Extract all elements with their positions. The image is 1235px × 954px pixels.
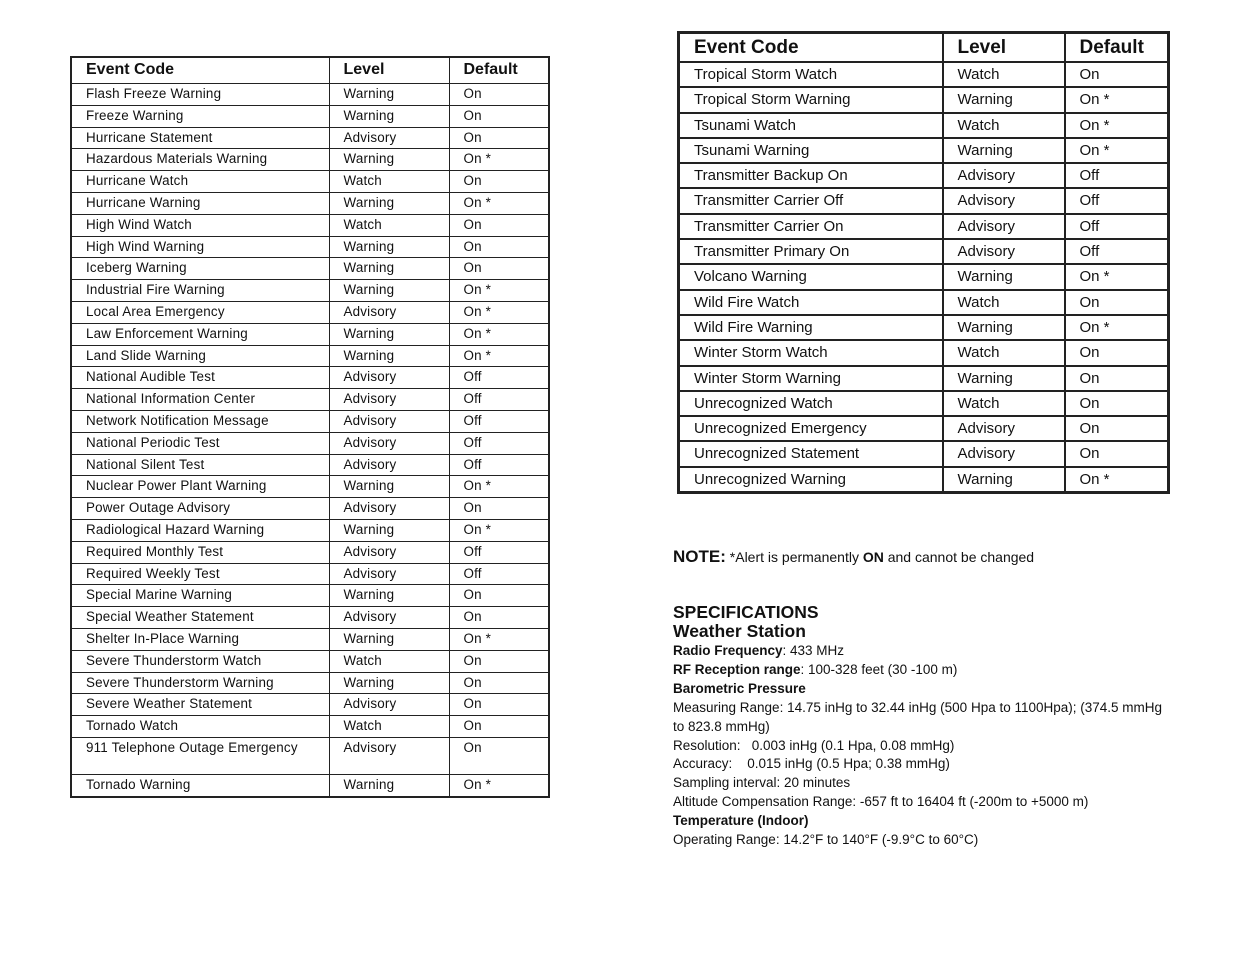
- level-cell: Warning: [943, 467, 1065, 493]
- table-row: [679, 467, 1169, 493]
- event-code-cell: Tornado Warning: [71, 774, 329, 796]
- table-row: [71, 280, 549, 302]
- accuracy: Accuracy: 0.015 inHg (0.5 Hpa; 0.38 mmHg): [673, 756, 950, 772]
- header-event-code: Event Code: [71, 57, 329, 84]
- default-cell: On *: [1065, 87, 1169, 112]
- table-row: [679, 264, 1169, 289]
- level-cell: Advisory: [329, 737, 449, 774]
- table-row: [71, 563, 549, 585]
- default-cell: On: [1065, 416, 1169, 441]
- default-cell: On *: [449, 345, 549, 367]
- level-cell: Warning: [329, 672, 449, 694]
- event-code-cell: National Silent Test: [71, 454, 329, 476]
- level-cell: Warning: [329, 345, 449, 367]
- event-code-cell: Tornado Watch: [71, 716, 329, 738]
- default-cell: On: [449, 258, 549, 280]
- default-cell: Off: [449, 541, 549, 563]
- table-row: [71, 345, 549, 367]
- table-row: [71, 650, 549, 672]
- event-code-cell: Local Area Emergency: [71, 301, 329, 323]
- level-cell: Warning: [329, 585, 449, 607]
- level-cell: Advisory: [943, 188, 1065, 213]
- table-row: [71, 323, 549, 345]
- event-code-cell: High Wind Warning: [71, 236, 329, 258]
- event-code-cell: Special Marine Warning: [71, 585, 329, 607]
- temperature-heading: Temperature (Indoor): [673, 813, 809, 829]
- note-bold-text: ON: [862, 549, 884, 565]
- table-row: [71, 105, 549, 127]
- table-row: [679, 366, 1169, 391]
- event-code-cell: Severe Thunderstorm Watch: [71, 650, 329, 672]
- specs-subtitle: Weather Station: [673, 621, 806, 641]
- table-row: [71, 774, 549, 796]
- level-cell: Watch: [943, 113, 1065, 138]
- default-cell: On: [449, 585, 549, 607]
- level-cell: Warning: [329, 236, 449, 258]
- level-cell: Warning: [329, 280, 449, 302]
- table-row: [679, 188, 1169, 213]
- default-cell: Off: [449, 389, 549, 411]
- level-cell: Watch: [943, 391, 1065, 416]
- level-cell: Warning: [943, 315, 1065, 340]
- level-cell: Watch: [329, 650, 449, 672]
- default-cell: On *: [449, 149, 549, 171]
- event-code-cell: Transmitter Carrier Off: [679, 188, 943, 213]
- event-code-cell: Unrecognized Watch: [679, 391, 943, 416]
- default-cell: On: [1065, 62, 1169, 87]
- default-cell: Off: [1065, 188, 1169, 213]
- event-code-cell: High Wind Watch: [71, 214, 329, 236]
- table-row: [71, 694, 549, 716]
- event-code-cell: Industrial Fire Warning: [71, 280, 329, 302]
- default-cell: On *: [449, 280, 549, 302]
- table-row: [71, 192, 549, 214]
- note: [673, 547, 1034, 567]
- event-code-cell: Hurricane Watch: [71, 171, 329, 193]
- header-event-code: Event Code: [679, 33, 943, 63]
- default-cell: On: [449, 716, 549, 738]
- event-code-cell: Tropical Storm Warning: [679, 87, 943, 112]
- default-cell: Off: [1065, 239, 1169, 264]
- level-cell: Advisory: [329, 607, 449, 629]
- table-row: [71, 389, 549, 411]
- table-row: [71, 236, 549, 258]
- default-cell: On: [1065, 290, 1169, 315]
- level-cell: Watch: [943, 62, 1065, 87]
- default-cell: On *: [1065, 113, 1169, 138]
- level-cell: Advisory: [329, 410, 449, 432]
- event-code-cell: Shelter In-Place Warning: [71, 628, 329, 650]
- event-code-cell: Required Weekly Test: [71, 563, 329, 585]
- rf-reception-range: RF Reception range: 100-328 feet (30 -100 m): [673, 661, 958, 677]
- table-row: [679, 416, 1169, 441]
- level-cell: Warning: [943, 264, 1065, 289]
- event-code-cell: Unrecognized Emergency: [679, 416, 943, 441]
- level-cell: Advisory: [329, 389, 449, 411]
- table-header-row: [679, 33, 1169, 63]
- default-cell: On: [449, 607, 549, 629]
- event-code-cell: Hazardous Materials Warning: [71, 149, 329, 171]
- level-cell: Watch: [329, 716, 449, 738]
- level-cell: Warning: [329, 105, 449, 127]
- event-code-cell: Volcano Warning: [679, 264, 943, 289]
- event-code-table-left: [70, 56, 550, 798]
- default-cell: On *: [1065, 315, 1169, 340]
- event-code-cell: Required Monthly Test: [71, 541, 329, 563]
- event-code-cell: 911 Telephone Outage Emergency: [71, 737, 329, 774]
- level-cell: Advisory: [329, 498, 449, 520]
- default-cell: On: [449, 105, 549, 127]
- event-code-cell: Transmitter Carrier On: [679, 214, 943, 239]
- event-code-cell: Transmitter Backup On: [679, 163, 943, 188]
- event-code-cell: Iceberg Warning: [71, 258, 329, 280]
- event-code-cell: Law Enforcement Warning: [71, 323, 329, 345]
- event-code-cell: Hurricane Warning: [71, 192, 329, 214]
- level-cell: Advisory: [329, 127, 449, 149]
- table-body: [71, 84, 549, 797]
- event-code-cell: Tsunami Warning: [679, 138, 943, 163]
- default-cell: On: [449, 171, 549, 193]
- level-cell: Warning: [329, 628, 449, 650]
- level-cell: Advisory: [329, 694, 449, 716]
- table-header-row: [71, 57, 549, 84]
- header-level: Level: [943, 33, 1065, 63]
- table-row: [71, 127, 549, 149]
- level-cell: Advisory: [943, 416, 1065, 441]
- event-code-cell: National Periodic Test: [71, 432, 329, 454]
- level-cell: Warning: [329, 774, 449, 796]
- default-cell: Off: [1065, 163, 1169, 188]
- default-cell: On: [1065, 441, 1169, 466]
- level-cell: Warning: [943, 138, 1065, 163]
- event-code-cell: Nuclear Power Plant Warning: [71, 476, 329, 498]
- level-cell: Advisory: [943, 239, 1065, 264]
- default-cell: On: [449, 672, 549, 694]
- table-row: [679, 87, 1169, 112]
- event-code-cell: Wild Fire Watch: [679, 290, 943, 315]
- level-cell: Warning: [943, 87, 1065, 112]
- default-cell: On: [449, 694, 549, 716]
- default-cell: On: [449, 236, 549, 258]
- default-cell: On *: [449, 476, 549, 498]
- default-cell: Off: [449, 454, 549, 476]
- event-code-cell: Tsunami Watch: [679, 113, 943, 138]
- event-code-cell: Winter Storm Watch: [679, 340, 943, 365]
- table-row: [679, 113, 1169, 138]
- default-cell: On: [449, 127, 549, 149]
- event-code-cell: Radiological Hazard Warning: [71, 519, 329, 541]
- table-row: [71, 628, 549, 650]
- table-row: [71, 498, 549, 520]
- table-row: [71, 432, 549, 454]
- event-code-cell: Transmitter Primary On: [679, 239, 943, 264]
- table-row: [71, 454, 549, 476]
- default-cell: On: [1065, 366, 1169, 391]
- level-cell: Warning: [329, 258, 449, 280]
- default-cell: On: [449, 650, 549, 672]
- level-cell: Watch: [329, 171, 449, 193]
- table-row: [679, 290, 1169, 315]
- table-row: [71, 258, 549, 280]
- event-code-cell: Winter Storm Warning: [679, 366, 943, 391]
- level-cell: Advisory: [943, 163, 1065, 188]
- sampling-interval: Sampling interval: 20 minutes: [673, 775, 851, 791]
- resolution: Resolution: 0.003 inHg (0.1 Hpa, 0.08 mmHg): [673, 737, 955, 753]
- table-row: [679, 315, 1169, 340]
- operating-range: Operating Range: 14.2°F to 140°F (-9.9°C to 60°C): [673, 832, 979, 848]
- level-cell: Warning: [329, 476, 449, 498]
- level-cell: Warning: [329, 192, 449, 214]
- table-row: [679, 163, 1169, 188]
- default-cell: On *: [1065, 138, 1169, 163]
- event-code-cell: Power Outage Advisory: [71, 498, 329, 520]
- level-cell: Advisory: [329, 367, 449, 389]
- event-code-cell: Special Weather Statement: [71, 607, 329, 629]
- event-code-cell: Land Slide Warning: [71, 345, 329, 367]
- level-cell: Advisory: [329, 541, 449, 563]
- table-row: [679, 391, 1169, 416]
- default-cell: On *: [449, 192, 549, 214]
- level-cell: Warning: [329, 84, 449, 106]
- barometric-pressure-heading: Barometric Pressure: [673, 680, 806, 696]
- table-row: [71, 585, 549, 607]
- event-code-cell: Hurricane Statement: [71, 127, 329, 149]
- event-code-cell: National Information Center: [71, 389, 329, 411]
- level-cell: Warning: [329, 323, 449, 345]
- table-row: [679, 441, 1169, 466]
- table-row: [71, 607, 549, 629]
- header-default: Default: [1065, 33, 1169, 63]
- table-row: [71, 541, 549, 563]
- event-code-cell: Unrecognized Warning: [679, 467, 943, 493]
- event-code-cell: Tropical Storm Watch: [679, 62, 943, 87]
- specs-title: SPECIFICATIONS: [673, 602, 819, 622]
- level-cell: Watch: [943, 290, 1065, 315]
- table-row: [71, 410, 549, 432]
- default-cell: On *: [449, 301, 549, 323]
- level-cell: Warning: [329, 519, 449, 541]
- table-row: [679, 239, 1169, 264]
- level-cell: Advisory: [329, 454, 449, 476]
- table-row: [679, 138, 1169, 163]
- default-cell: On: [449, 498, 549, 520]
- default-cell: On: [1065, 340, 1169, 365]
- note-text-after: and cannot be changed: [883, 549, 1035, 565]
- event-code-cell: Severe Thunderstorm Warning: [71, 672, 329, 694]
- default-cell: On *: [449, 323, 549, 345]
- table-row: [71, 171, 549, 193]
- default-cell: Off: [449, 563, 549, 585]
- table-row: [71, 214, 549, 236]
- default-cell: Off: [1065, 214, 1169, 239]
- event-code-table-right: [677, 31, 1170, 494]
- level-cell: Warning: [943, 366, 1065, 391]
- table-row: [679, 214, 1169, 239]
- altitude-compensation: Altitude Compensation Range: -657 ft to 16404 ft (-200m to +5000 m): [673, 794, 1089, 810]
- default-cell: On: [449, 84, 549, 106]
- note-label: NOTE:: [673, 547, 726, 566]
- default-cell: On *: [1065, 264, 1169, 289]
- default-cell: Off: [449, 432, 549, 454]
- default-cell: On: [449, 737, 549, 774]
- default-cell: Off: [449, 410, 549, 432]
- level-cell: Watch: [329, 214, 449, 236]
- table-row: [679, 340, 1169, 365]
- default-cell: On: [1065, 391, 1169, 416]
- level-cell: Advisory: [329, 432, 449, 454]
- table-row: [71, 367, 549, 389]
- level-cell: Advisory: [329, 563, 449, 585]
- default-cell: On *: [449, 628, 549, 650]
- table-row: [71, 476, 549, 498]
- event-code-cell: Wild Fire Warning: [679, 315, 943, 340]
- table-row: [71, 84, 549, 106]
- default-cell: On *: [1065, 467, 1169, 493]
- level-cell: Advisory: [943, 214, 1065, 239]
- table-row: [71, 737, 549, 774]
- header-default: Default: [449, 57, 549, 84]
- default-cell: On *: [449, 519, 549, 541]
- table-row: [71, 301, 549, 323]
- measuring-range: Measuring Range: 14.75 inHg to 32.44 inHg (500 Hpa to 1100Hpa); (374.5 mmHg to 823.8 mmHg): [673, 699, 1163, 734]
- table-body: [679, 62, 1169, 493]
- event-code-cell: National Audible Test: [71, 367, 329, 389]
- table-row: [679, 62, 1169, 87]
- table-row: [71, 149, 549, 171]
- event-code-cell: Freeze Warning: [71, 105, 329, 127]
- default-cell: On: [449, 214, 549, 236]
- level-cell: Watch: [943, 340, 1065, 365]
- event-code-cell: Network Notification Message: [71, 410, 329, 432]
- event-code-cell: Unrecognized Statement: [679, 441, 943, 466]
- event-code-cell: Flash Freeze Warning: [71, 84, 329, 106]
- table-row: [71, 519, 549, 541]
- level-cell: Warning: [329, 149, 449, 171]
- note-text: *Alert is permanently: [729, 549, 863, 565]
- radio-frequency: Radio Frequency: 433 MHz: [673, 643, 845, 658]
- level-cell: Advisory: [329, 301, 449, 323]
- table-row: [71, 716, 549, 738]
- specifications: [673, 603, 1173, 850]
- header-level: Level: [329, 57, 449, 84]
- table-row: [71, 672, 549, 694]
- level-cell: Advisory: [943, 441, 1065, 466]
- event-code-cell: Severe Weather Statement: [71, 694, 329, 716]
- default-cell: Off: [449, 367, 549, 389]
- default-cell: On *: [449, 774, 549, 796]
